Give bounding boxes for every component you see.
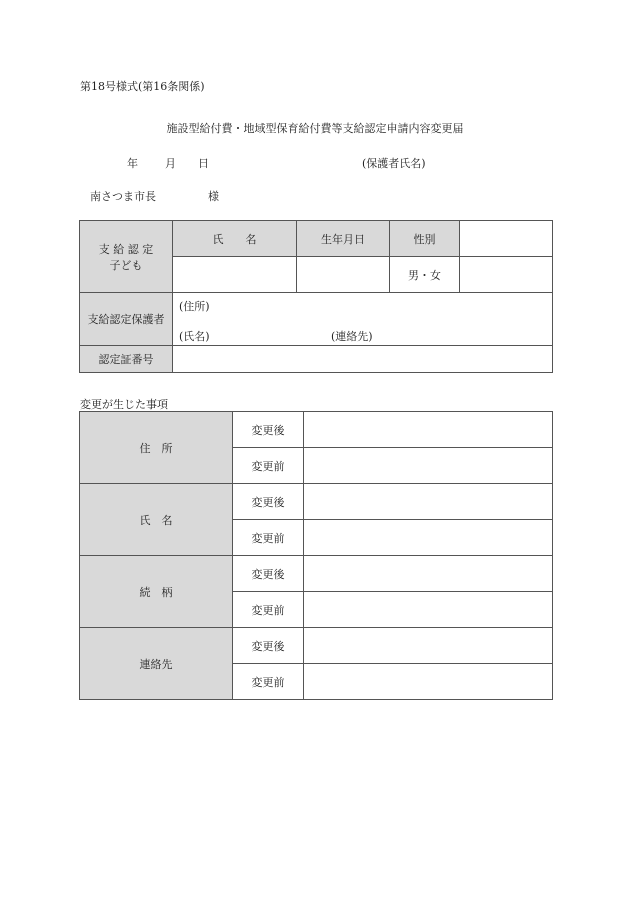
changes-table — [79, 411, 553, 700]
before-label: 変更前 — [233, 520, 304, 556]
child-name-field[interactable] — [173, 257, 297, 293]
contact-after-field[interactable] — [304, 628, 553, 664]
addressee: 南さつま市長 — [90, 190, 156, 203]
gender-header: 性別 — [390, 221, 460, 257]
name-before-field[interactable] — [304, 520, 553, 556]
birthdate-header: 生年月日 — [297, 221, 390, 257]
address-after-field[interactable] — [304, 412, 553, 448]
guardian-name-label: (氏名) — [179, 330, 210, 343]
before-label: 変更前 — [233, 664, 304, 700]
child-label-cell — [80, 221, 173, 293]
date-year-label: 年 — [127, 157, 138, 170]
guardian-contact-label: (連絡先) — [331, 330, 373, 343]
date-day-label: 日 — [198, 157, 209, 170]
guardian-label: 支給認定保護者 — [80, 293, 173, 346]
child-info-table — [79, 220, 553, 373]
form-number: 第18号様式(第16条関係) — [80, 80, 205, 93]
name-header: 氏 名 — [173, 221, 297, 257]
change-item-address: 住 所 — [80, 412, 233, 484]
after-label: 変更後 — [233, 484, 304, 520]
child-label-line1: 支 給 認 定 — [98, 242, 154, 256]
blank-cell — [460, 221, 553, 257]
after-label: 変更後 — [233, 556, 304, 592]
date-month-label: 月 — [165, 157, 176, 170]
applicant-name-label: (保護者氏名) — [362, 157, 426, 170]
relationship-before-field[interactable] — [304, 592, 553, 628]
after-label: 変更後 — [233, 412, 304, 448]
blank-cell — [460, 257, 553, 293]
change-item-relationship: 続 柄 — [80, 556, 233, 628]
address-before-field[interactable] — [304, 448, 553, 484]
guardian-field[interactable] — [173, 293, 553, 346]
guardian-address-label: (住所) — [179, 300, 210, 313]
relationship-after-field[interactable] — [304, 556, 553, 592]
changes-heading: 変更が生じた事項 — [80, 398, 168, 411]
name-after-field[interactable] — [304, 484, 553, 520]
change-item-contact: 連絡先 — [80, 628, 233, 700]
after-label: 変更後 — [233, 628, 304, 664]
cert-number-field[interactable] — [173, 346, 553, 373]
before-label: 変更前 — [233, 592, 304, 628]
contact-before-field[interactable] — [304, 664, 553, 700]
child-birthdate-field[interactable] — [297, 257, 390, 293]
child-label-line2: 子ども — [109, 258, 143, 272]
cert-number-label: 認定証番号 — [80, 346, 173, 373]
gender-options[interactable]: 男・女 — [390, 257, 460, 293]
form-title: 施設型給付費・地域型保育給付費等支給認定申請内容変更届 — [166, 122, 464, 135]
change-item-name: 氏 名 — [80, 484, 233, 556]
before-label: 変更前 — [233, 448, 304, 484]
honorific: 様 — [208, 190, 219, 203]
